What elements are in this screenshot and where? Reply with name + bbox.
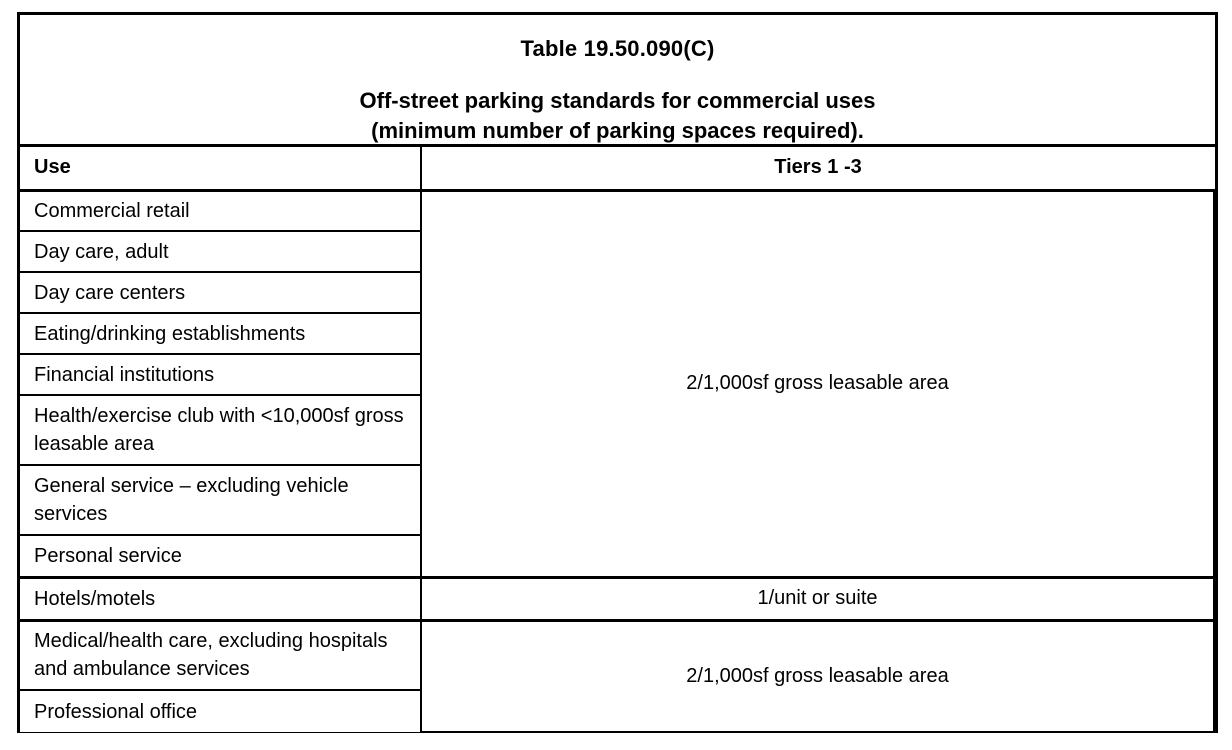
table-subtitle <box>20 86 1215 146</box>
standard-cell-group1: 2/1,000sf gross leasable area <box>421 190 1214 577</box>
use-cell-day-care-centers: Day care centers <box>20 272 421 313</box>
use-cell-commercial-retail: Commercial retail <box>20 190 421 231</box>
use-cell-personal-service: Personal service <box>20 535 421 577</box>
use-cell-eating-drinking: Eating/drinking establishments <box>20 313 421 354</box>
use-cell-financial-institutions: Financial institutions <box>20 354 421 395</box>
parking-standards-table <box>17 12 1218 733</box>
header-row <box>20 147 1214 190</box>
use-cell-professional-office: Professional office <box>20 690 421 732</box>
table-row <box>20 620 1214 690</box>
table-subtitle-line1: Off-street parking standards for commercial uses <box>359 88 876 113</box>
table-number-title: Table 19.50.090(C) <box>520 36 715 61</box>
use-cell-day-care-adult: Day care, adult <box>20 231 421 272</box>
table-subtitle-line2: (minimum number of parking spaces required). <box>371 118 864 143</box>
standard-cell-group3: 2/1,000sf gross leasable area <box>421 620 1214 732</box>
tiers-column-header: Tiers 1 -3 <box>421 147 1214 190</box>
table-title-block <box>20 15 1215 147</box>
use-cell-medical-health-care: Medical/health care, excluding hospitals and ambulance services <box>20 620 421 690</box>
table-row <box>20 577 1214 620</box>
use-cell-general-service: General service – excluding vehicle services <box>20 465 421 535</box>
use-column-header: Use <box>20 147 421 190</box>
parking-table-grid <box>20 147 1215 733</box>
table-row <box>20 190 1214 231</box>
standard-cell-hotels: 1/unit or suite <box>421 577 1214 620</box>
use-cell-health-exercise-club: Health/exercise club with <10,000sf gross leasable area <box>20 395 421 465</box>
use-cell-hotels-motels: Hotels/motels <box>20 577 421 620</box>
